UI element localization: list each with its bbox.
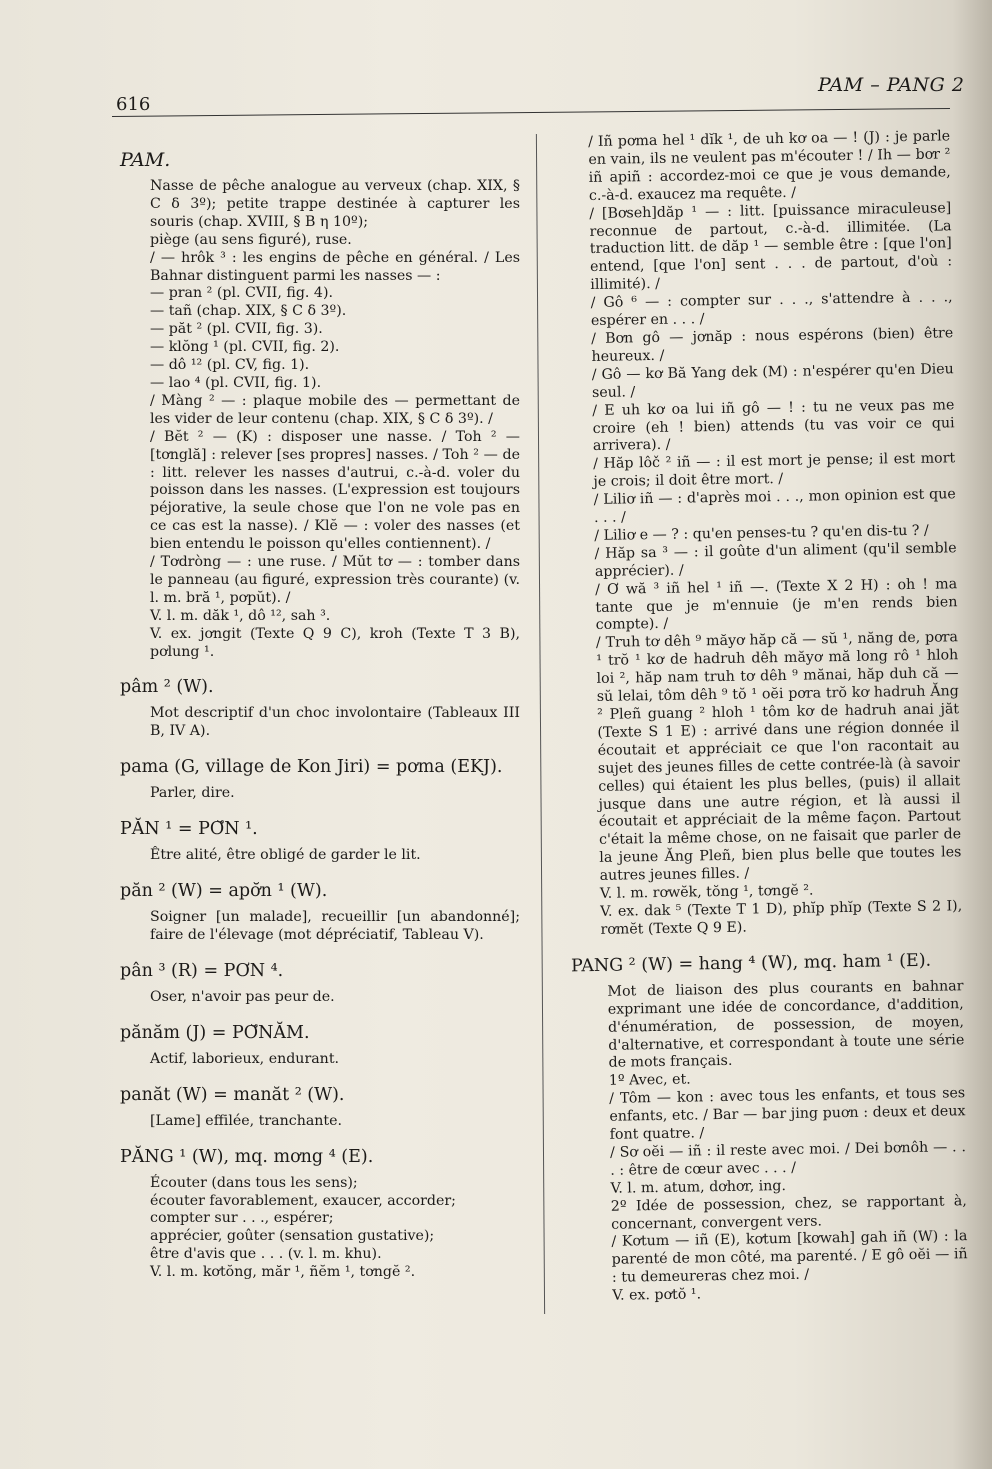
- def-line: / Gô ⁶ — : compter sur . . ., s'attendre à . . ., espérer en . . . /: [590, 289, 953, 330]
- entry-pang1-continued: [588, 128, 963, 939]
- def-line: / Liliơ iñ — : d'après moi . . ., mon opinion est que . . . /: [593, 486, 956, 526]
- def-line: / — hrôk ³ : les engins de pêche en général. / Les Bahnar distinguent parmi les nasses — :: [150, 249, 520, 284]
- def-line: — lao ⁴ (pl. CVII, fig. 1).: [150, 374, 322, 391]
- def-line: / Bĕt ² — (K) : disposer une nasse. / Toh ² — [tơnglă] : relever [ses propres] nasses. / Toh ² — de : litt. relever les nasses d'autrui, c.-à-d. voler du poisson dans les nasses. (L'expression est toujours péjorative, la seule chose que l'on ne vole pas en ce cas est la nasse). / Klĕ — : voler des nasses (et bien entendu le poisson qu'elles contiennent). /: [150, 428, 520, 553]
- definition: [150, 178, 520, 661]
- def-line: Actif, laborieux, endurant.: [150, 1050, 340, 1067]
- entry-pam: [120, 148, 520, 661]
- def-line: / Tơdròng — : une ruse. / Mŭt tơ — : tomber dans le panneau (au figuré, expression très courante) (v. l. m. bră ¹, pơpŭt). /: [150, 554, 520, 606]
- def-line: — pran ² (pl. CVII, fig. 4).: [150, 285, 334, 302]
- def-line: Nasse de pêche analogue au verveux (chap. XIX, § C δ 3º); petite trappe destinée à capturer les souris (chap. XVIII, § B η 10º);: [150, 178, 520, 230]
- def-line: V. l. m. dăk ¹, dô ¹², sah ³.: [150, 607, 331, 624]
- def-line: / Hăp lôč ² iñ — : il est mort je pense; il est mort je crois; il doit être mort. /: [593, 450, 956, 491]
- entry-pan1: [120, 817, 520, 865]
- def-line: / Truh tơ dêh ⁹ măyơ hăp că — sŭ ¹, năng de, pơra ¹ trŏ ¹ kơ de hadruh dêh măyơ mă long rô ¹ hloh loi ², hăp nam truh tơ dêh ⁹ mănai, hăp duh că — sŭ lelai, tôm dêh ⁹ tŏ ¹ oĕi pơra trŏ kơ hadruh Ăng ² Pleñ guang ² hloh ¹ tôm kơ de hadruh anai jăt (Texte S 1 E) : arrivé dans une région donnée il écoutait et appréciait ce que l'on racontait au sujet des jeunes filles de cette contrée-là (à savoir celles) qui étaient les plus belles, (puis) il allait jusque dans une autre région, et là aussi il écoutait et appréciait de la même façon. Partout c'était la même chose, on ne faisait que parler de la jeune Ăng Pleñ, bien plus belle que toutes les autres jeunes filles. /: [595, 629, 962, 885]
- headword: panăt (W) = manăt ² (W).: [120, 1084, 345, 1105]
- definition: [150, 989, 520, 1007]
- definition: [150, 909, 520, 945]
- def-line: 1º Avec, et.: [608, 1071, 691, 1090]
- left-column: [120, 148, 520, 1296]
- definition: [150, 847, 520, 865]
- definition: [150, 705, 520, 741]
- def-line: V. l. m. atum, dơhơr, ing.: [610, 1177, 787, 1197]
- headword: PANG ² (W) = hang ⁴ (W), mq. ham ¹ (E).: [570, 950, 932, 977]
- def-line: écouter favorablement, exaucer, accorder;: [150, 1192, 456, 1209]
- column-separator: [536, 134, 545, 1314]
- def-line: Oser, n'avoir pas peur de.: [150, 988, 335, 1005]
- def-line: / Gô — kơ Bă Yang dek (M) : n'espérer qu'en Dieu seul. /: [591, 361, 954, 401]
- headword: PĂN ¹ = PƠ̆N ¹.: [120, 819, 258, 840]
- def-line: [Lame] effilée, tranchante.: [150, 1112, 343, 1129]
- page-number: 616: [116, 94, 151, 115]
- def-line: — păt ² (pl. CVII, fig. 3).: [150, 321, 323, 338]
- headword: PĂNG ¹ (W), mq. mơng ⁴ (E).: [120, 1146, 374, 1167]
- definition: [150, 1113, 520, 1131]
- entry-pam2: [120, 675, 520, 741]
- def-line: Mot de liaison des plus courants en bahnar exprimant une idée de concordance, d'addition, d'énumération, de possession, de moyen, d'alternative, et correspondant à toute une série de mots français.: [607, 977, 965, 1072]
- def-line: / Ơ wă ³ iñ hel ¹ iñ —. (Texte X 2 H) : oh ! ma tante que je m'ennuie (je m'en rends bien compte). /: [595, 575, 958, 634]
- def-line: / [Bơseh]dăp ¹ — : litt. [puissance miraculeuse] reconnue de partout, c.-à-d. illimitée. (La traduction litt. de dăp ¹ — semble être : [que l'on] entend, [que l'on] sent . . . de partout, d'où : illimité). /: [589, 199, 953, 294]
- definition: [150, 1175, 520, 1282]
- entry-pang1: [120, 1145, 520, 1282]
- definition: [588, 128, 963, 939]
- def-line: Écouter (dans tous les sens);: [150, 1174, 358, 1191]
- def-line: / Tôm — kon : avec tous les enfants, et tous ses enfants, etc. / Bar — bar jing puơn : deux et deux font quatre. /: [609, 1085, 966, 1143]
- definition: [150, 1051, 520, 1069]
- def-line: / Màng ² — : plaque mobile des — permettant de les vider de leur contenu (chap. XIX, § C δ 3º). /: [150, 392, 520, 427]
- entry-pan3: [120, 959, 520, 1007]
- headword: pama (G, village de Kon Jiri) = pơma (EKJ).: [120, 757, 503, 778]
- header-rule: [112, 108, 950, 117]
- def-line: Soigner [un malade], recueillir [un abandonné]; faire de l'élevage (mot dépréciatif, Tableau V).: [150, 909, 520, 943]
- entry-pama: [120, 755, 520, 803]
- headword: PAM.: [120, 149, 171, 171]
- def-line: V. l. m. rơwĕk, tŏng ¹, tơngĕ ².: [599, 882, 814, 902]
- entry-panam: [120, 1021, 520, 1069]
- headword: pănăm (J) = PƠ̆NĂM.: [120, 1022, 310, 1043]
- def-line: / Bơn gô — jơnăp : nous espérons (bien) être heureux. /: [591, 325, 954, 365]
- def-line: — klŏng ¹ (pl. CVII, fig. 2).: [150, 339, 340, 356]
- def-line: / E uh kơ oa lui iñ gô — ! : tu ne veux pas me croire (eh ! bien) attends (tu vas voir ce qui arrivera). /: [592, 396, 955, 455]
- headword: pâm ² (W).: [120, 677, 214, 698]
- def-line: / Iñ pơma hel ¹ dĭk ¹, de uh kơ oa — ! (J) : je parle en vain, ils ne veulent pas m'écouter ! / Ih — bơr ² iñ apiñ : accordez-moi ce que je vous demande, c.-à-d. exaucez ma requête. /: [588, 128, 951, 204]
- right-column: [570, 128, 969, 1320]
- headword: pân ³ (R) = PƠN ⁴.: [120, 960, 284, 981]
- def-line: compter sur . . ., espérer;: [150, 1210, 334, 1227]
- def-line: / Kơtum — iñ (E), kơtum [kơwah] gah iñ (W) : la parenté de mon côté, ma parenté. / E gô oĕi — iñ : tu demeureras chez moi. /: [611, 1228, 968, 1287]
- def-line: V. ex. pơtŏ ¹.: [612, 1286, 702, 1304]
- def-line: Mot descriptif d'un choc involontaire (Tableaux III B, IV A).: [150, 705, 520, 740]
- def-line: / Liliơ e — ? : qu'en penses-tu ? qu'en dis-tu ? /: [594, 522, 929, 544]
- def-line: — tañ (chap. XIX, § C δ 3º).: [150, 303, 347, 320]
- def-line: / Hăp sa ³ — : il goûte d'un aliment (qu'il semble apprécier). /: [594, 540, 957, 580]
- definition: [150, 785, 520, 803]
- def-line: V. ex. jơngit (Texte Q 9 C), kroh (Texte T 3 B), pơlung ¹.: [150, 625, 520, 660]
- def-line: / Sơ oĕi — iñ : il reste avec moi. / Dei bơnôh — . . . : être de cœur avec . . . /: [609, 1139, 967, 1179]
- definition: [607, 978, 968, 1306]
- def-line: — dô ¹² (pl. CV, fig. 1).: [150, 357, 310, 374]
- def-line: 2º Idée de possession, chez, se rapportant à, concernant, convergent vers.: [610, 1192, 967, 1233]
- def-line: apprécier, goûter (sensation gustative);: [150, 1228, 435, 1245]
- def-line: être d'avis que . . . (v. l. m. khu).: [150, 1246, 382, 1263]
- headword: păn ² (W) = apơ̆n ¹ (W).: [120, 881, 328, 902]
- entry-pan2: [120, 879, 520, 945]
- def-line: V. ex. dak ⁵ (Texte T 1 D), phĭp phĭp (Texte S 2 I), rơmĕt (Texte Q 9 E).: [600, 898, 963, 938]
- entry-pang2: [570, 948, 968, 1306]
- def-line: V. l. m. kơtŏng, măr ¹, ñĕm ¹, tơngĕ ².: [150, 1264, 416, 1281]
- def-line: Parler, dire.: [150, 785, 235, 802]
- def-line: piège (au sens figuré), ruse.: [150, 231, 352, 248]
- entry-panat: [120, 1083, 520, 1131]
- def-line: Être alité, être obligé de garder le lit.: [150, 847, 421, 864]
- running-head: PAM – PANG 2: [818, 74, 965, 96]
